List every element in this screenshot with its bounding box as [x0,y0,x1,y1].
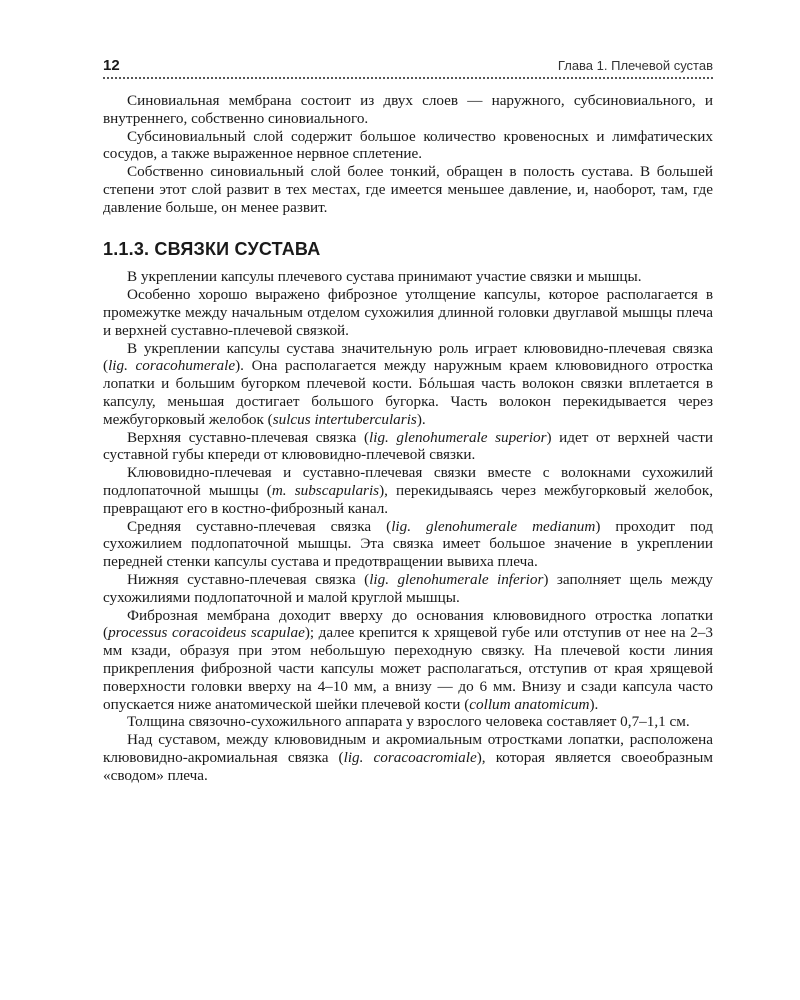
paragraph-synovial-layers: Синовиальная мембрана состоит из двух слоев — наружного, субсиновиального, и внутреннего, собственно синовиального. [103,92,713,127]
page-header [103,57,713,79]
text-segment: Клювовидно-плечевая и суставно-плечевая связки вместе с волокнами сухожилий подлопаточной мышцы ( [103,464,713,499]
paragraph-coracoacromial [103,731,713,784]
latin-term: sulcus intertubercularis [272,410,417,428]
paragraph-inferior-glenohumeral [103,571,713,607]
text-segment: ) заполняет щель между сухожилиями подлопаточной и малой круглой мышцы. [103,570,714,606]
paragraph-subsynovial-layer: Субсиновиальный слой содержит большое количество кровеносных и лимфатических сосудов, а также выраженное нервное сплетение. [103,127,713,163]
text-segment: ) проходит под сухожилием подлопаточной мышцы. Эта связка имеет большое значение в укреплении передней стенки капсулы сустава и предотвращении вывиха плеча. [103,517,713,571]
page-number: 12 [103,57,120,74]
text-segment: Фиброзная мембрана доходит вверху до основания клювовидного отростка лопатки ( [103,606,713,642]
text-segment: ); далее крепится к хрящевой губе или отступив от нее на 2–3 мм кзади, образуя при этом небольшую переходную связку. На плечевой кости линия прикрепления фиброзной части капсулы может располагаться, отступив от края хрящевой поверхности головки вверху на 4–10 мм, а внизу — до 6 мм. Внизу и сзади капсула часто опускается ниже анатомической шейки плечевой кости ( [103,624,713,713]
latin-term: m. subscapularis [271,481,380,499]
paragraph-coracohumeral [103,340,713,429]
header-dotted-rule [103,77,713,79]
latin-term: lig. glenohumerale inferior [369,570,544,588]
paragraph-ligaments-intro: В укреплении капсулы плечевого сустава принимают участие связки и мышцы. [127,268,642,286]
paragraph-superior-glenohumeral [103,429,713,465]
latin-term: lig. coracoacromiale [343,748,477,766]
latin-term: collum anatomicum [469,695,590,713]
text-segment: ) идет от верхней части суставной губы кпереди от клювовидно-плечевой связки. [103,428,713,464]
paragraph-fibrous-thickening: Особенно хорошо выражено фиброзное утолщение капсулы, которое располагается в промежутке между начальным отделом сухожилия длинной головки двуглавой мышцы плеча и верхней суставно-плечевой связкой. [103,286,713,339]
page-body [103,92,713,784]
text-segment: Средняя суставно-плечевая связка ( [127,517,392,535]
text-segment: Верхняя суставно-плечевая связка ( [127,428,370,446]
running-head: Глава 1. Плечевой сустав [557,58,713,73]
paragraph-fibrous-membrane [103,607,713,714]
text-segment: ). [589,695,599,713]
text-segment: ). [416,410,426,428]
text-segment: Над суставом, между клювовидным и акромиальным отростками лопатки, расположена клювовидно-акромиальная связка ( [103,731,713,766]
latin-term: lig. glenohumerale medianum [391,517,596,535]
latin-term: lig. glenohumerale superior [369,428,547,446]
ligaments-section [103,268,713,784]
latin-term: lig. coracohumerale [108,357,236,375]
paragraph-middle-glenohumeral [103,518,713,571]
text-segment: Нижняя суставно-плечевая связка ( [127,570,370,588]
text-segment: ). Она располагается между наружным краем клювовидного отростка лопатки и большим бугорком плечевой кости. Бóльшая часть волокон связки вплетается в капсулу, меньшая достигает большого бугорка. Часть волокон перекидывается через межбугорковый желобок ( [103,357,713,428]
paragraph-subscapularis-canal [103,464,713,517]
paragraph-synovial-proper: Собственно синовиальный слой более тонкий, обращен в полость сустава. В большей степени этот слой развит в тех местах, где имеется меньшее давление, и, наоборот, там, где давление больше, он менее развит. [103,163,713,216]
text-segment: ), перекидываясь через межбугорковый желобок, превращают его в костно-фиброзный канал. [103,481,713,517]
text-segment: ), которая является своеобразным «сводом» плеча. [103,748,713,784]
latin-term: processus coracoideus scapulae [108,624,305,642]
paragraph-thickness: Толщина связочно-сухожильного аппарата у взрослого человека составляет 0,7–1,1 см. [127,713,690,731]
text-segment: В укреплении капсулы сустава значительную роль играет клювовидно-плечевая связка ( [103,339,713,375]
section-heading: 1.1.3. СВЯЗКИ СУСТАВА [103,238,321,259]
